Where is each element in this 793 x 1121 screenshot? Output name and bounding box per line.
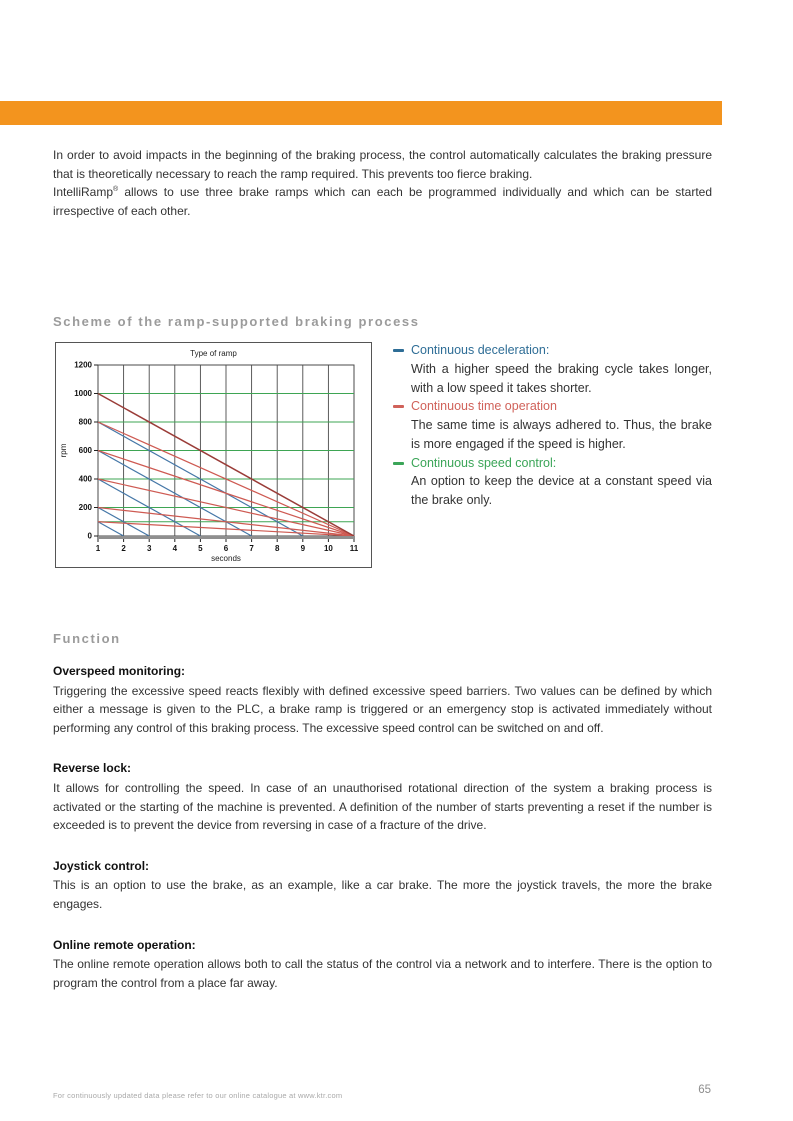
svg-text:1: 1: [95, 544, 101, 553]
legend-item-description: An option to keep the device at a constant speed via the brake only.: [411, 474, 712, 507]
legend-item-head: [393, 454, 712, 473]
intro-paragraph-2-text: allows to use three brake ramps which can each be programmed individually and which can be started irrespective of each other.: [53, 185, 712, 218]
legend-item-title: Continuous time operation: [411, 399, 557, 414]
page-number: 65: [698, 1084, 711, 1096]
subsection-body: The online remote operation allows both to call the status of the control via a network and to interfere. There is the option to program the control from a place far away.: [53, 957, 712, 990]
svg-text:7: 7: [249, 544, 254, 553]
orange-header-bar: [0, 101, 722, 125]
svg-text:seconds: seconds: [211, 554, 241, 563]
svg-text:8: 8: [274, 544, 280, 553]
svg-text:6: 6: [223, 544, 229, 553]
legend-item-description: The same time is always adhered to. Thus, the brake is more engaged if the speed is higher.: [411, 418, 712, 451]
svg-text:Type of ramp: Type of ramp: [190, 349, 237, 358]
scheme-section-heading: Scheme of the ramp-supported braking process: [53, 314, 420, 329]
subsection-body: This is an option to use the brake, as an example, like a car brake. The more the joystick travels, the more the brake engages.: [53, 878, 712, 911]
subsection-title: Online remote operation:: [53, 937, 196, 952]
function-section-heading: Function: [53, 631, 121, 646]
svg-text:200: 200: [78, 503, 92, 512]
svg-text:11: 11: [349, 544, 359, 553]
svg-text:800: 800: [78, 417, 92, 427]
legend-item-head: [393, 341, 712, 360]
legend-line-swatch: [393, 405, 404, 408]
function-subsection: [53, 759, 712, 834]
brand-name: IntelliRamp: [53, 185, 114, 200]
svg-text:2: 2: [121, 544, 126, 553]
svg-text:rpm: rpm: [59, 443, 68, 458]
legend-line-swatch: [393, 462, 404, 465]
svg-text:1000: 1000: [74, 389, 92, 398]
svg-text:1200: 1200: [74, 360, 92, 370]
ramp-chart: [55, 342, 372, 568]
svg-text:3: 3: [146, 544, 152, 553]
intro-paragraph-2: [53, 183, 712, 220]
legend-item-title: Continuous deceleration:: [411, 343, 550, 357]
subsection-title: Overspeed monitoring:: [53, 664, 186, 678]
svg-text:4: 4: [172, 544, 178, 553]
intro-paragraphs: [53, 146, 712, 220]
legend-item-head: [393, 397, 712, 416]
function-subsections: [53, 662, 712, 1014]
registered-trademark-symbol: ®: [113, 186, 119, 194]
legend-item: [393, 397, 712, 453]
svg-text:0: 0: [87, 531, 92, 541]
svg-text:400: 400: [78, 474, 92, 484]
ramp-chart-svg: [56, 343, 371, 567]
intro-paragraph-1: In order to avoid impacts in the beginning of the braking process, the control automatically calculates the braking pressure that is theoretically necessary to reach the ramp required. This prevents too fierce braking.: [53, 148, 712, 181]
function-subsection: [53, 857, 712, 914]
subsection-title: Reverse lock:: [53, 761, 132, 776]
legend-item-title: Continuous speed control:: [411, 455, 557, 470]
svg-text:9: 9: [300, 544, 306, 553]
subsection-title: Joystick control:: [53, 858, 150, 873]
chart-legend: [393, 341, 712, 510]
footer-note: For continuously updated data please refer to our online catalogue at www.ktr.com: [53, 1091, 343, 1100]
legend-item: [393, 454, 712, 510]
subsection-body: Triggering the excessive speed reacts flexibly with defined excessive speed barriers. Two values can be defined by which either a message is given to the PLC, a brake ramp is triggered or an emergency stop is activated immediately without performing any control of this braking process. The excessive speed control can be switched on and off.: [53, 683, 712, 735]
svg-text:5: 5: [198, 544, 203, 553]
legend-item: [393, 341, 712, 397]
legend-item-description: With a higher speed the braking cycle takes longer, with a low speed it takes shorter.: [411, 361, 712, 395]
legend-line-swatch: [393, 349, 404, 352]
function-subsection: [53, 662, 712, 737]
svg-text:600: 600: [78, 446, 92, 455]
function-subsection: [53, 936, 712, 993]
subsection-body: It allows for controlling the speed. In case of an unauthorised rotational direction of the system a braking process is activated or the starting of the machine is prevented. A definition of the number of starts preventing a reset if the number is exceeded is to prevent the device from reversing in case of a fracture of the drive.: [53, 780, 712, 833]
svg-text:10: 10: [323, 544, 333, 553]
